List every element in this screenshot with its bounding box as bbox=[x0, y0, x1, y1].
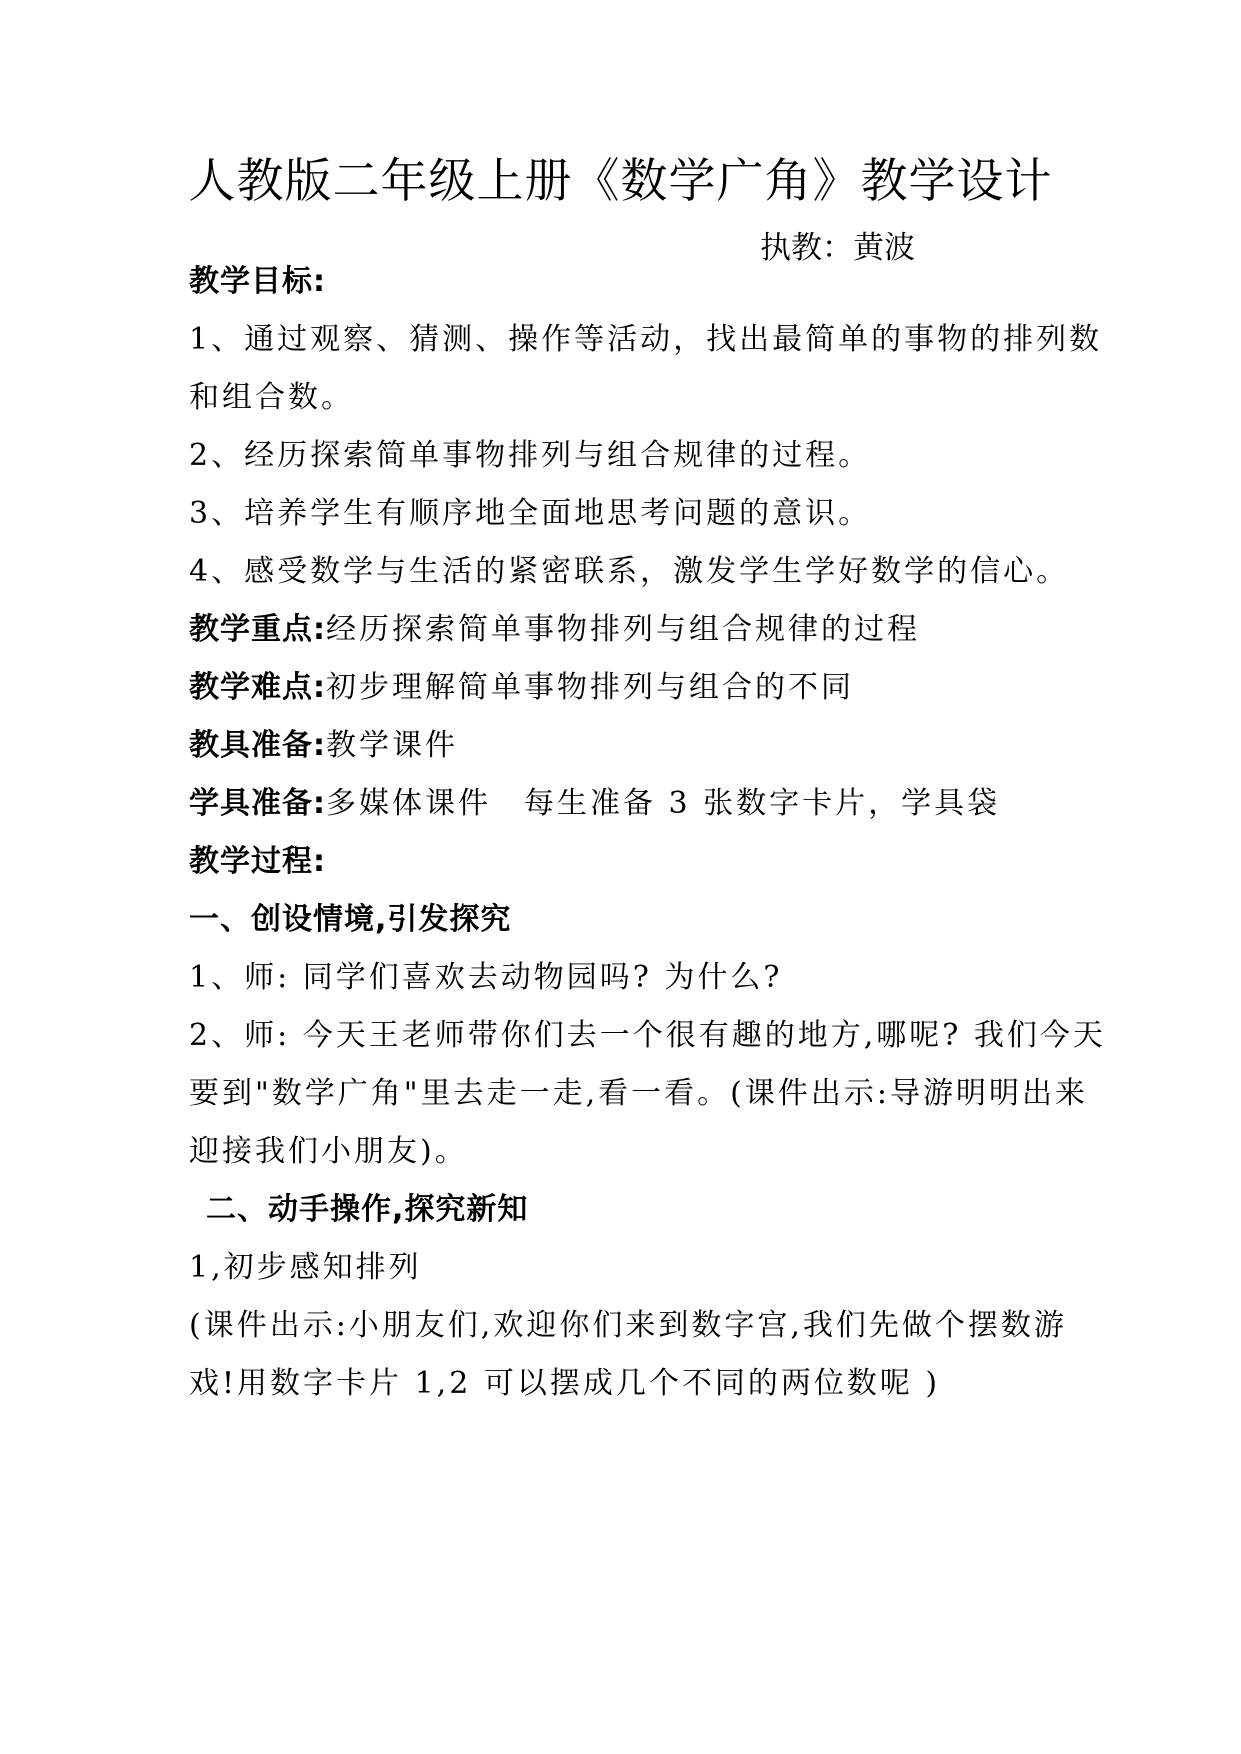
key-point-text: 经历探索简单事物排列与组合规律的过程 bbox=[326, 612, 920, 647]
author-line: 执教：黄波 bbox=[760, 230, 915, 266]
section-1-heading: 一、创设情境,引发探究 bbox=[189, 902, 512, 937]
key-point-row bbox=[189, 610, 1069, 650]
section-1-item-2-line-3: 迎接我们小朋友)。 bbox=[189, 1134, 468, 1169]
difficulty-row bbox=[189, 668, 1069, 708]
section-1-item-2-line-1: 2、师: 今天王老师带你们去一个很有趣的地方,哪呢? 我们今天 bbox=[189, 1018, 1106, 1053]
section-2-paragraph-line-1: (课件出示:小朋友们,欢迎你们来到数字宫,我们先做个摆数游 bbox=[189, 1308, 1067, 1343]
teaching-aids-text: 教学课件 bbox=[326, 728, 458, 763]
section-2-paragraph-line-2: 戏!用数字卡片 1,2 可以摆成几个不同的两位数呢 ) bbox=[189, 1366, 941, 1401]
difficulty-text: 初步理解简单事物排列与组合的不同 bbox=[326, 670, 854, 705]
objective-2: 2、经历探索简单事物排列与组合规律的过程。 bbox=[189, 438, 872, 473]
objectives-heading: 教学目标: bbox=[189, 264, 326, 299]
teaching-aids-row bbox=[189, 726, 1069, 766]
objective-3: 3、培养学生有顺序地全面地思考问题的意识。 bbox=[189, 496, 872, 531]
section-1-item-2-line-2: 要到"数学广角"里去走一走,看一看。(课件出示:导游明明出来 bbox=[189, 1076, 1088, 1111]
objective-1-line-1: 1、通过观察、猜测、操作等活动，找出最简单的事物的排列数 bbox=[189, 322, 1103, 357]
process-heading: 教学过程: bbox=[189, 844, 326, 879]
student-aids-label: 学具准备: bbox=[189, 786, 326, 821]
difficulty-label: 教学难点: bbox=[189, 670, 326, 705]
objective-1-line-2: 和组合数。 bbox=[189, 380, 354, 415]
section-2-item-1: 1,初步感知排列 bbox=[189, 1250, 422, 1285]
key-point-label: 教学重点: bbox=[189, 612, 326, 647]
student-aids-text: 多媒体课件 每生准备 3 张数字卡片，学具袋 bbox=[326, 786, 1001, 821]
document-title: 人教版二年级上册《数学广角》教学设计 bbox=[188, 154, 1053, 209]
section-1-item-1: 1、师: 同学们喜欢去动物园吗? 为什么? bbox=[189, 960, 783, 995]
teaching-aids-label: 教具准备: bbox=[189, 728, 326, 763]
objective-4: 4、感受数学与生活的紧密联系，激发学生学好数学的信心。 bbox=[189, 554, 1070, 589]
section-2-heading: 二、动手操作,探究新知 bbox=[206, 1192, 529, 1227]
student-aids-row bbox=[189, 784, 1069, 824]
